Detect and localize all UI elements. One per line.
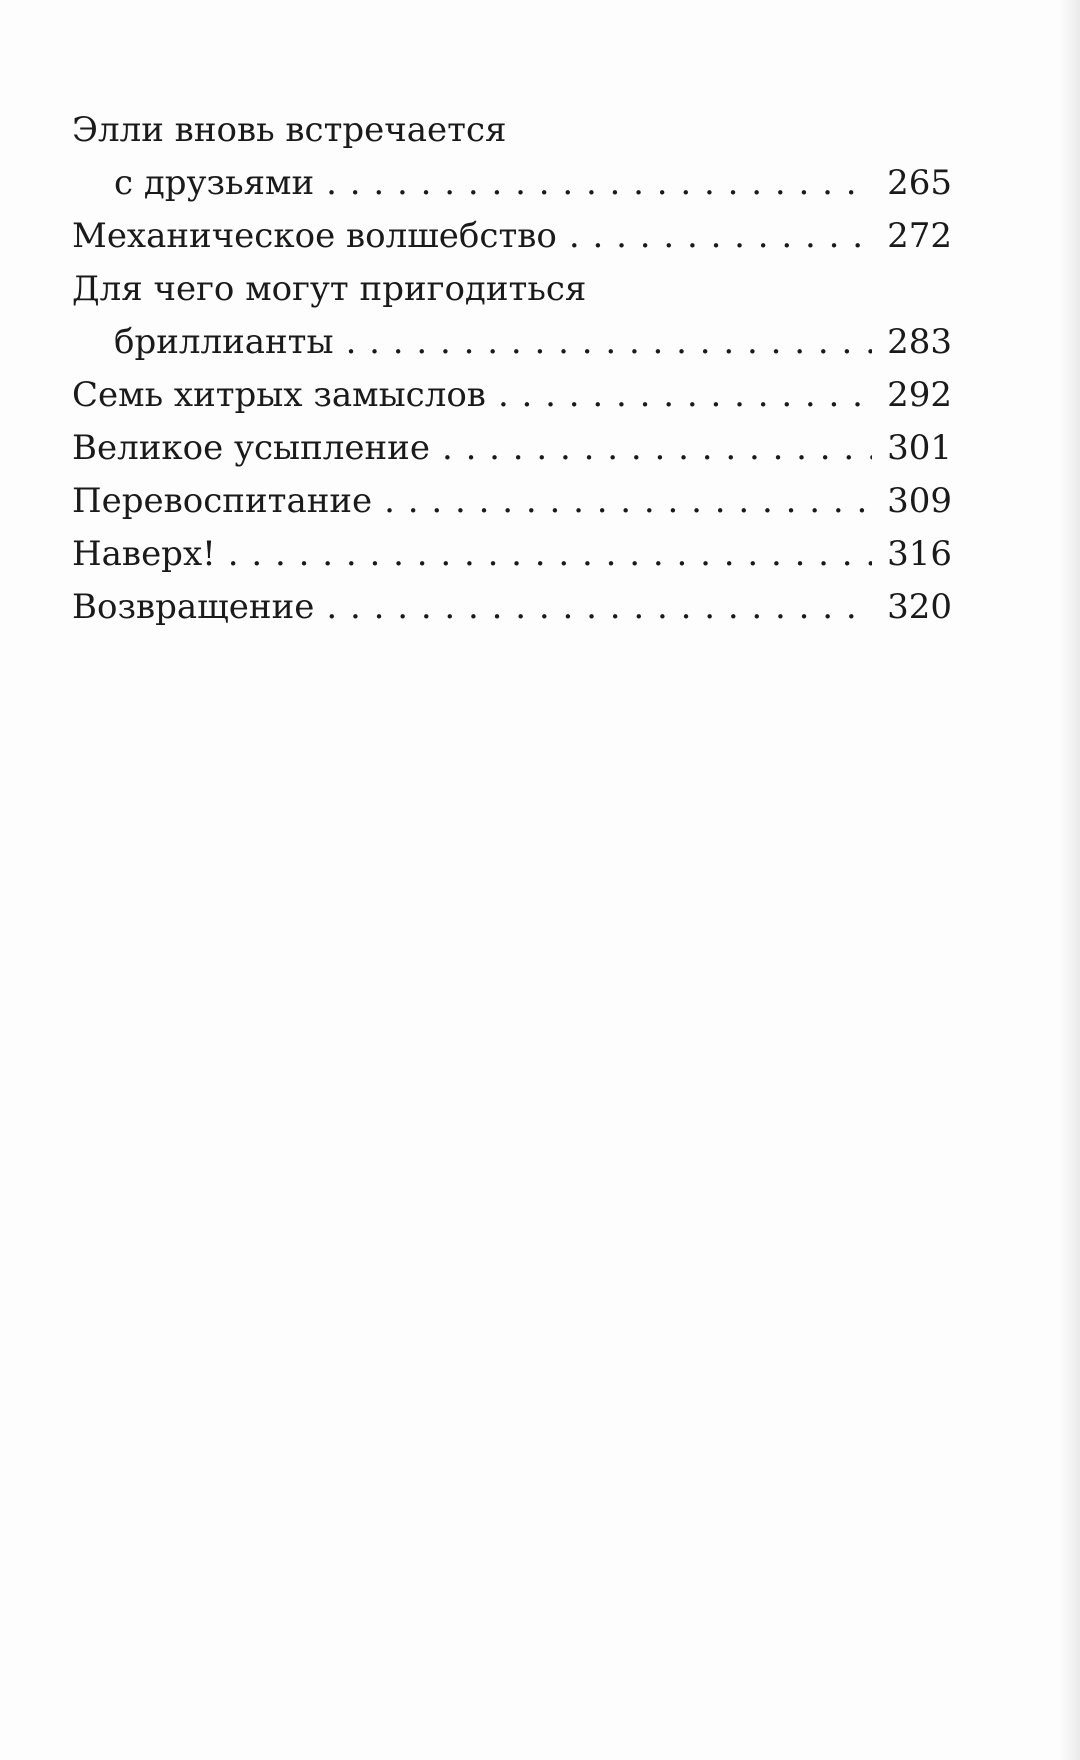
toc-entry-title: бриллианты: [114, 322, 334, 362]
toc-entry-title: Для чего могут пригодиться: [72, 269, 587, 309]
dot-leader: [326, 157, 872, 210]
toc-entry: [72, 475, 952, 528]
toc-entry-title: Великое усыпление: [72, 428, 430, 468]
toc-entry: [72, 581, 952, 634]
toc-page-number: 309: [887, 481, 952, 521]
toc-entry-title: Механическое волшебство: [72, 216, 557, 256]
dot-leader: [346, 316, 872, 369]
page-edge-shadow: [1058, 0, 1080, 1760]
toc-page-number: 272: [887, 216, 952, 256]
toc-entry-title: Перевоспитание: [72, 481, 373, 521]
toc-page-number: 301: [887, 428, 952, 468]
toc-entry-title: Семь хитрых замыслов: [72, 375, 486, 415]
dot-leader: [498, 369, 872, 422]
toc-entry: [72, 316, 952, 369]
toc-entry-title: Наверх!: [72, 534, 216, 574]
toc-entry-title-line: [72, 263, 952, 316]
dot-leader: [442, 422, 872, 475]
toc-entry-title-line: [72, 104, 952, 157]
toc-page-number: 316: [887, 534, 952, 574]
toc-entry: [72, 369, 952, 422]
toc-entry: [72, 422, 952, 475]
dot-leader: [569, 210, 872, 263]
toc-entry: [72, 157, 952, 210]
toc-entry: [72, 210, 952, 263]
toc-page-number: 320: [887, 587, 952, 627]
toc-entry-title: с друзьями: [114, 163, 315, 203]
toc-entry-title: Элли вновь встречается: [72, 110, 507, 150]
toc-page-number: 283: [887, 322, 952, 362]
toc-entry-title: Возвращение: [72, 587, 315, 627]
toc-page-number: 292: [887, 375, 952, 415]
dot-leader: [384, 475, 872, 528]
toc-page-number: 265: [887, 163, 952, 203]
dot-leader: [228, 528, 872, 581]
toc-entry: [72, 528, 952, 581]
dot-leader: [326, 581, 872, 634]
table-of-contents: [72, 104, 952, 634]
